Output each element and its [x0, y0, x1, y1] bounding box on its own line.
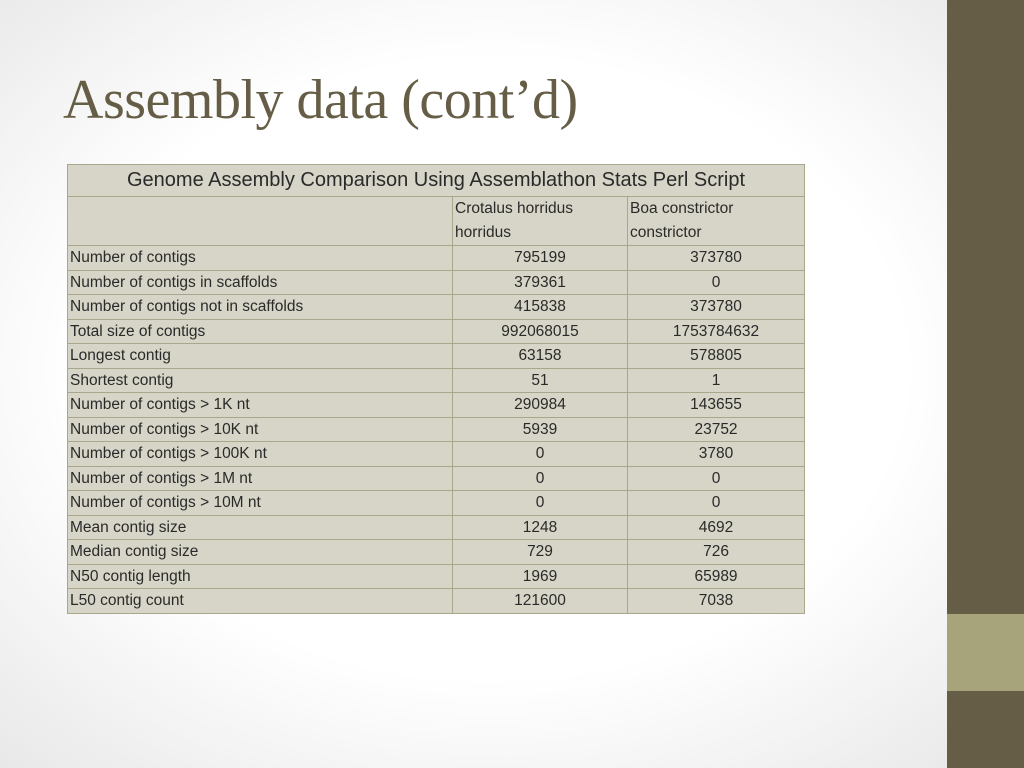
row-label-cell: Longest contig	[68, 344, 453, 369]
boa-value-cell: 0	[628, 491, 805, 516]
boa-value-cell: 0	[628, 270, 805, 295]
row-label-cell: Mean contig size	[68, 515, 453, 540]
header-cell-blank	[68, 197, 453, 246]
boa-value-cell: 65989	[628, 564, 805, 589]
boa-value-cell: 143655	[628, 393, 805, 418]
row-label-cell: Number of contigs	[68, 246, 453, 271]
header-cell-boa: Boa constrictor constrictor	[628, 197, 805, 246]
slide-title: Assembly data (cont’d)	[63, 69, 578, 131]
table-header-row	[68, 197, 805, 246]
boa-value-cell: 1753784632	[628, 319, 805, 344]
boa-value-cell: 726	[628, 540, 805, 565]
table-row	[68, 246, 805, 271]
table-row	[68, 393, 805, 418]
crotalus-value-cell: 0	[453, 466, 628, 491]
row-label-cell: Median contig size	[68, 540, 453, 565]
crotalus-value-cell: 1969	[453, 564, 628, 589]
assembly-comparison-table	[67, 164, 805, 614]
table-body	[68, 246, 805, 614]
table-row	[68, 270, 805, 295]
boa-value-cell: 1	[628, 368, 805, 393]
table-row	[68, 442, 805, 467]
crotalus-value-cell: 51	[453, 368, 628, 393]
table-row	[68, 319, 805, 344]
crotalus-value-cell: 0	[453, 442, 628, 467]
header-cell-crotalus: Crotalus horridus horridus	[453, 197, 628, 246]
sidebar-accent-block	[947, 614, 1024, 691]
crotalus-value-cell: 992068015	[453, 319, 628, 344]
boa-value-cell: 373780	[628, 295, 805, 320]
boa-value-cell: 23752	[628, 417, 805, 442]
boa-value-cell: 373780	[628, 246, 805, 271]
row-label-cell: Number of contigs > 100K nt	[68, 442, 453, 467]
row-label-cell: Number of contigs in scaffolds	[68, 270, 453, 295]
row-label-cell: Number of contigs not in scaffolds	[68, 295, 453, 320]
crotalus-value-cell: 121600	[453, 589, 628, 614]
table-row	[68, 564, 805, 589]
crotalus-value-cell: 379361	[453, 270, 628, 295]
row-label-cell: L50 contig count	[68, 589, 453, 614]
row-label-cell: Total size of contigs	[68, 319, 453, 344]
boa-value-cell: 4692	[628, 515, 805, 540]
row-label-cell: Shortest contig	[68, 368, 453, 393]
row-label-cell: Number of contigs > 10K nt	[68, 417, 453, 442]
table-row	[68, 540, 805, 565]
table-row	[68, 515, 805, 540]
crotalus-value-cell: 795199	[453, 246, 628, 271]
crotalus-value-cell: 290984	[453, 393, 628, 418]
row-label-cell: N50 contig length	[68, 564, 453, 589]
crotalus-value-cell: 0	[453, 491, 628, 516]
crotalus-value-cell: 5939	[453, 417, 628, 442]
table-row	[68, 295, 805, 320]
crotalus-value-cell: 729	[453, 540, 628, 565]
boa-value-cell: 3780	[628, 442, 805, 467]
row-label-cell: Number of contigs > 10M nt	[68, 491, 453, 516]
boa-value-cell: 0	[628, 466, 805, 491]
table-row	[68, 344, 805, 369]
crotalus-value-cell: 63158	[453, 344, 628, 369]
table-row	[68, 368, 805, 393]
crotalus-value-cell: 415838	[453, 295, 628, 320]
boa-value-cell: 578805	[628, 344, 805, 369]
row-label-cell: Number of contigs > 1K nt	[68, 393, 453, 418]
table-caption: Genome Assembly Comparison Using Assemblathon Stats Perl Script	[68, 165, 805, 197]
table-row	[68, 491, 805, 516]
row-label-cell: Number of contigs > 1M nt	[68, 466, 453, 491]
boa-value-cell: 7038	[628, 589, 805, 614]
table-row	[68, 417, 805, 442]
crotalus-value-cell: 1248	[453, 515, 628, 540]
table-row	[68, 589, 805, 614]
table-row	[68, 466, 805, 491]
